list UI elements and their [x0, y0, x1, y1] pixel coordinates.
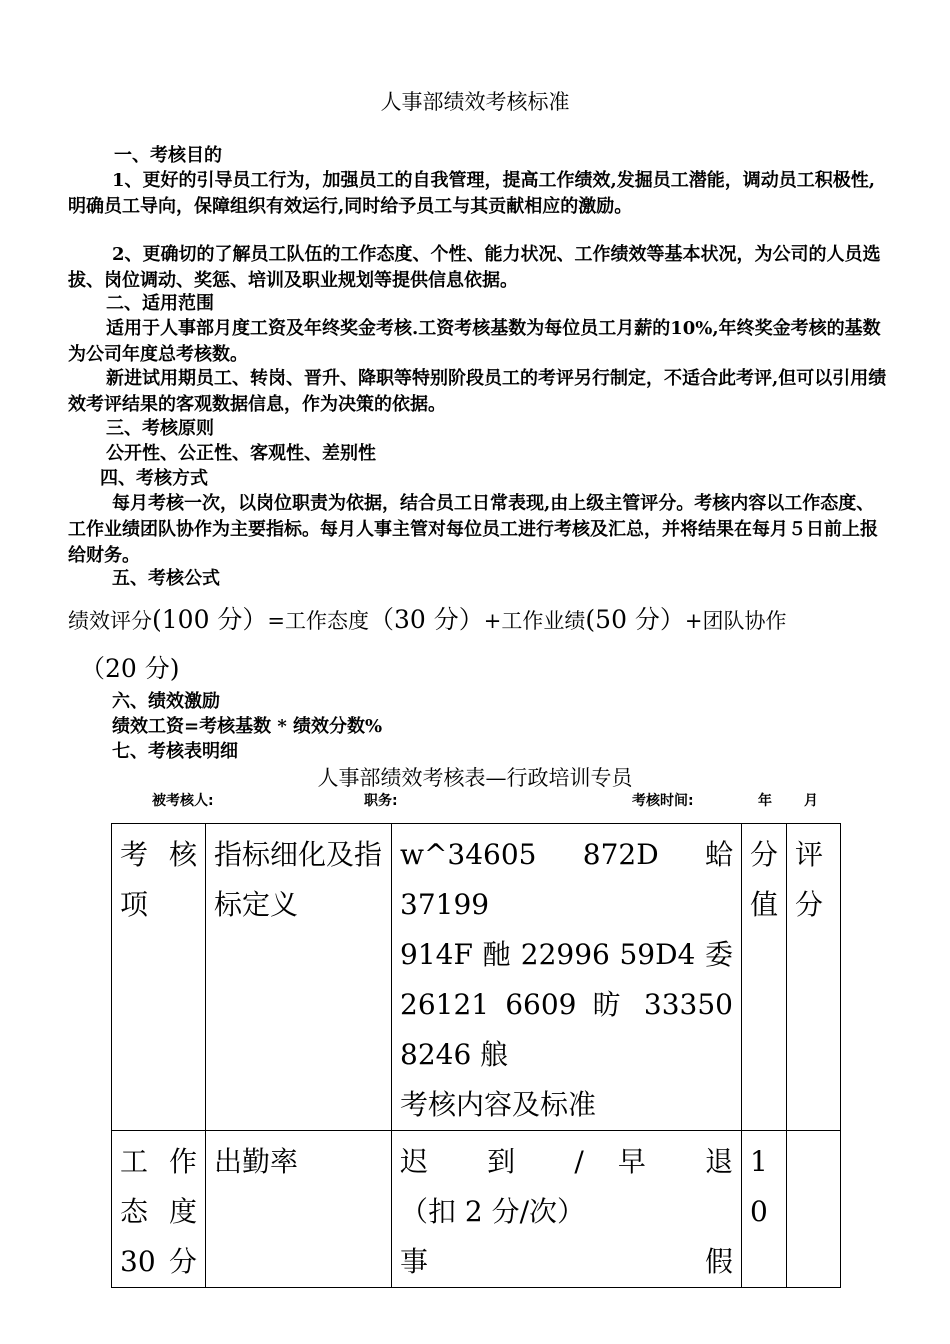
- row-content-line-3: 事 假: [400, 1245, 733, 1278]
- section-2-paragraph-1: 适用于人事部月度工资及年终奖金考核.工资考核基数为每位员工月薪的10%,年终奖金考核的基数为公司年度总考核数。: [68, 318, 881, 365]
- section-6-body: 绩效工资=考核基数 * 绩效分数%: [112, 716, 383, 737]
- row-score-digit-2: 0: [750, 1195, 768, 1228]
- header-content-line-3: 26121 6609 昉 33350: [400, 988, 733, 1021]
- formula-part-2: (100 分）: [152, 605, 268, 634]
- section-6-heading: 六、绩效激励: [112, 691, 220, 712]
- header-indicator-definition: 指标细化及指标定义: [206, 824, 392, 1131]
- header-assessment-content: [392, 824, 742, 1131]
- section-3-heading: 三、考核原则: [106, 418, 214, 439]
- row-content-line-1: 迟 到 / 早 退: [400, 1145, 733, 1178]
- section-4-paragraph-1: 每月考核一次，以岗位职责为依据，结合员工日常表现,由上级主管评分。考核内容以工作态度、工作业绩团队协作为主要指标。每月人事主管对每位员工进行考核及汇总，并将结果在每月５日前上报给财务。: [68, 493, 878, 566]
- section-2-paragraph-2: 新进试用期员工、转岗、晋升、降职等特别阶段员工的考评另行制定，不适合此考评,但可以引用绩效考评结果的客观数据信息，作为决策的依据。: [68, 368, 887, 415]
- header-content-line-5: 考核内容及标准: [400, 1088, 597, 1121]
- header-rating: 评分: [787, 824, 841, 1131]
- meta-year-label: 年: [758, 793, 772, 809]
- row-content-attendance: [392, 1131, 742, 1288]
- section-5-heading: 五、考核公式: [112, 568, 220, 589]
- header-content-line-2: 914F 酏 22996 59D4 委: [400, 938, 733, 971]
- row-indicator-attendance: 出勤率: [206, 1131, 392, 1288]
- header-content-line-1: w^34605 872D 蛤 37199: [400, 838, 733, 921]
- formula-part-5: +工作业绩: [483, 609, 586, 633]
- row-category-work-attitude: 工 作态度30 分: [112, 1131, 206, 1288]
- table-title: 人事部绩效考核表—行政培训专员: [317, 766, 633, 790]
- section-4-heading: 四、考核方式: [100, 468, 208, 489]
- meta-position-label: 职务:: [364, 793, 398, 809]
- formula-part-6: (50 分）: [585, 605, 685, 634]
- formula-part-8: （20 分): [80, 654, 180, 683]
- formula-part-3: =工作态度: [267, 609, 370, 633]
- row-score-digit-1: 1: [750, 1145, 768, 1178]
- document-title: 人事部绩效考核标准: [380, 90, 570, 114]
- meta-month-label: 月: [804, 793, 818, 809]
- meta-assessee-label: 被考核人:: [152, 793, 214, 809]
- header-content-line-4: 8246 艆: [400, 1038, 509, 1071]
- formula-part-7: +团队协作: [684, 609, 787, 633]
- section-7-heading: 七、考核表明细: [112, 741, 238, 762]
- table-row-work-attitude: [112, 1131, 841, 1288]
- row-rating-cell[interactable]: [787, 1131, 841, 1288]
- section-1-heading: 一、考核目的: [114, 145, 222, 166]
- formula-part-4: （30 分）: [369, 605, 484, 634]
- assessment-table: [111, 823, 841, 1288]
- table-header-row: [112, 824, 841, 1131]
- section-1-paragraph-1: 1、更好的引导员工行为，加强员工的自我管理，提高工作绩效,发掘员工潜能，调动员工积极性,明确员工导向，保障组织有效运行,同时给予员工与其贡献相应的激励。: [68, 170, 876, 217]
- section-3-body: 公开性、公正性、客观性、差别性: [106, 443, 376, 464]
- row-score-value: [742, 1131, 787, 1288]
- performance-formula: [68, 596, 888, 694]
- row-content-line-2: （扣 2 分/次）: [400, 1195, 586, 1228]
- header-assessment-item: 考 核项: [112, 824, 206, 1131]
- section-1-paragraph-2: 2、更确切的了解员工队伍的工作态度、个性、能力状况、工作绩效等基本状况，为公司的人员选拔、岗位调动、奖惩、培训及职业规划等提供信息依据。: [68, 244, 881, 291]
- meta-time-label: 考核时间:: [632, 793, 694, 809]
- formula-part-1: 绩效评分: [68, 609, 152, 633]
- header-score-value: 分值: [742, 824, 787, 1131]
- section-2-heading: 二、适用范围: [106, 293, 214, 314]
